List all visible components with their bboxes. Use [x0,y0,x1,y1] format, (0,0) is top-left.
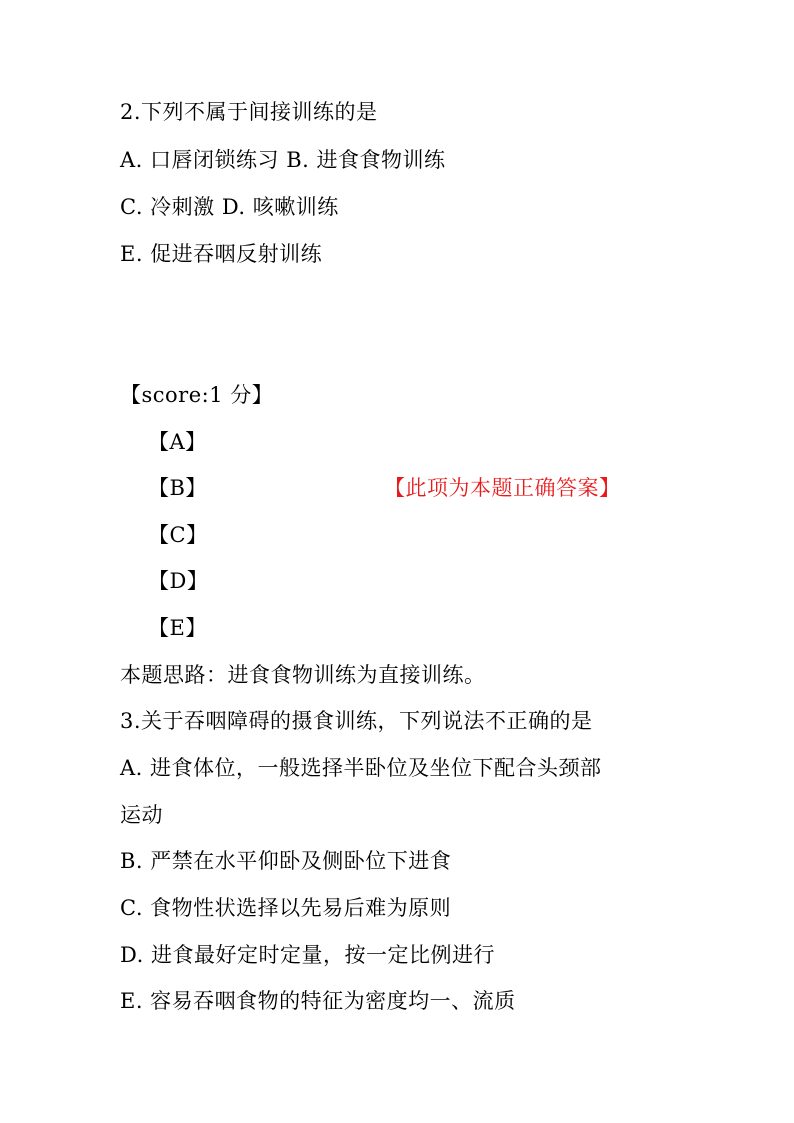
question-3-stem: 3.关于吞咽障碍的摄食训练，下列说法不正确的是 [120,709,593,733]
score-label: 【score:1 分】 [120,383,274,407]
correct-answer-marker: 【此项为本题正确答案】 [384,476,621,500]
question-3-option-d: D. 进食最好定时定量，按一定比例进行 [120,943,495,967]
answer-option-e: 【E】 [148,616,207,640]
question-2-option-e: E. 促进吞咽反射训练 [120,242,323,266]
question-2-stem: 2.下列不属于间接训练的是 [120,100,378,124]
question-3-option-a: A. 进食体位，一般选择半卧位及坐位下配合头颈部 [120,756,602,780]
question-2-options-ab: A. 口唇闭锁练习 B. 进食食物训练 [120,148,446,172]
answer-option-b [148,474,621,502]
answer-option-b-label: 【B】 [148,476,207,500]
answer-option-c: 【C】 [148,523,208,547]
answer-option-d: 【D】 [148,569,209,593]
question-3-option-b: B. 严禁在水平仰卧及侧卧位下进食 [120,849,452,873]
question-2-options-cd: C. 冷刺激 D. 咳嗽训练 [120,195,339,219]
question-3-option-e: E. 容易吞咽食物的特征为密度均一、流质 [120,989,516,1013]
question-3-option-a-cont: 运动 [120,803,163,827]
question-3-option-c: C. 食物性状选择以先易后难为原则 [120,896,452,920]
explanation: 本题思路：进食食物训练为直接训练。 [120,663,486,687]
answer-option-a: 【A】 [148,430,207,454]
